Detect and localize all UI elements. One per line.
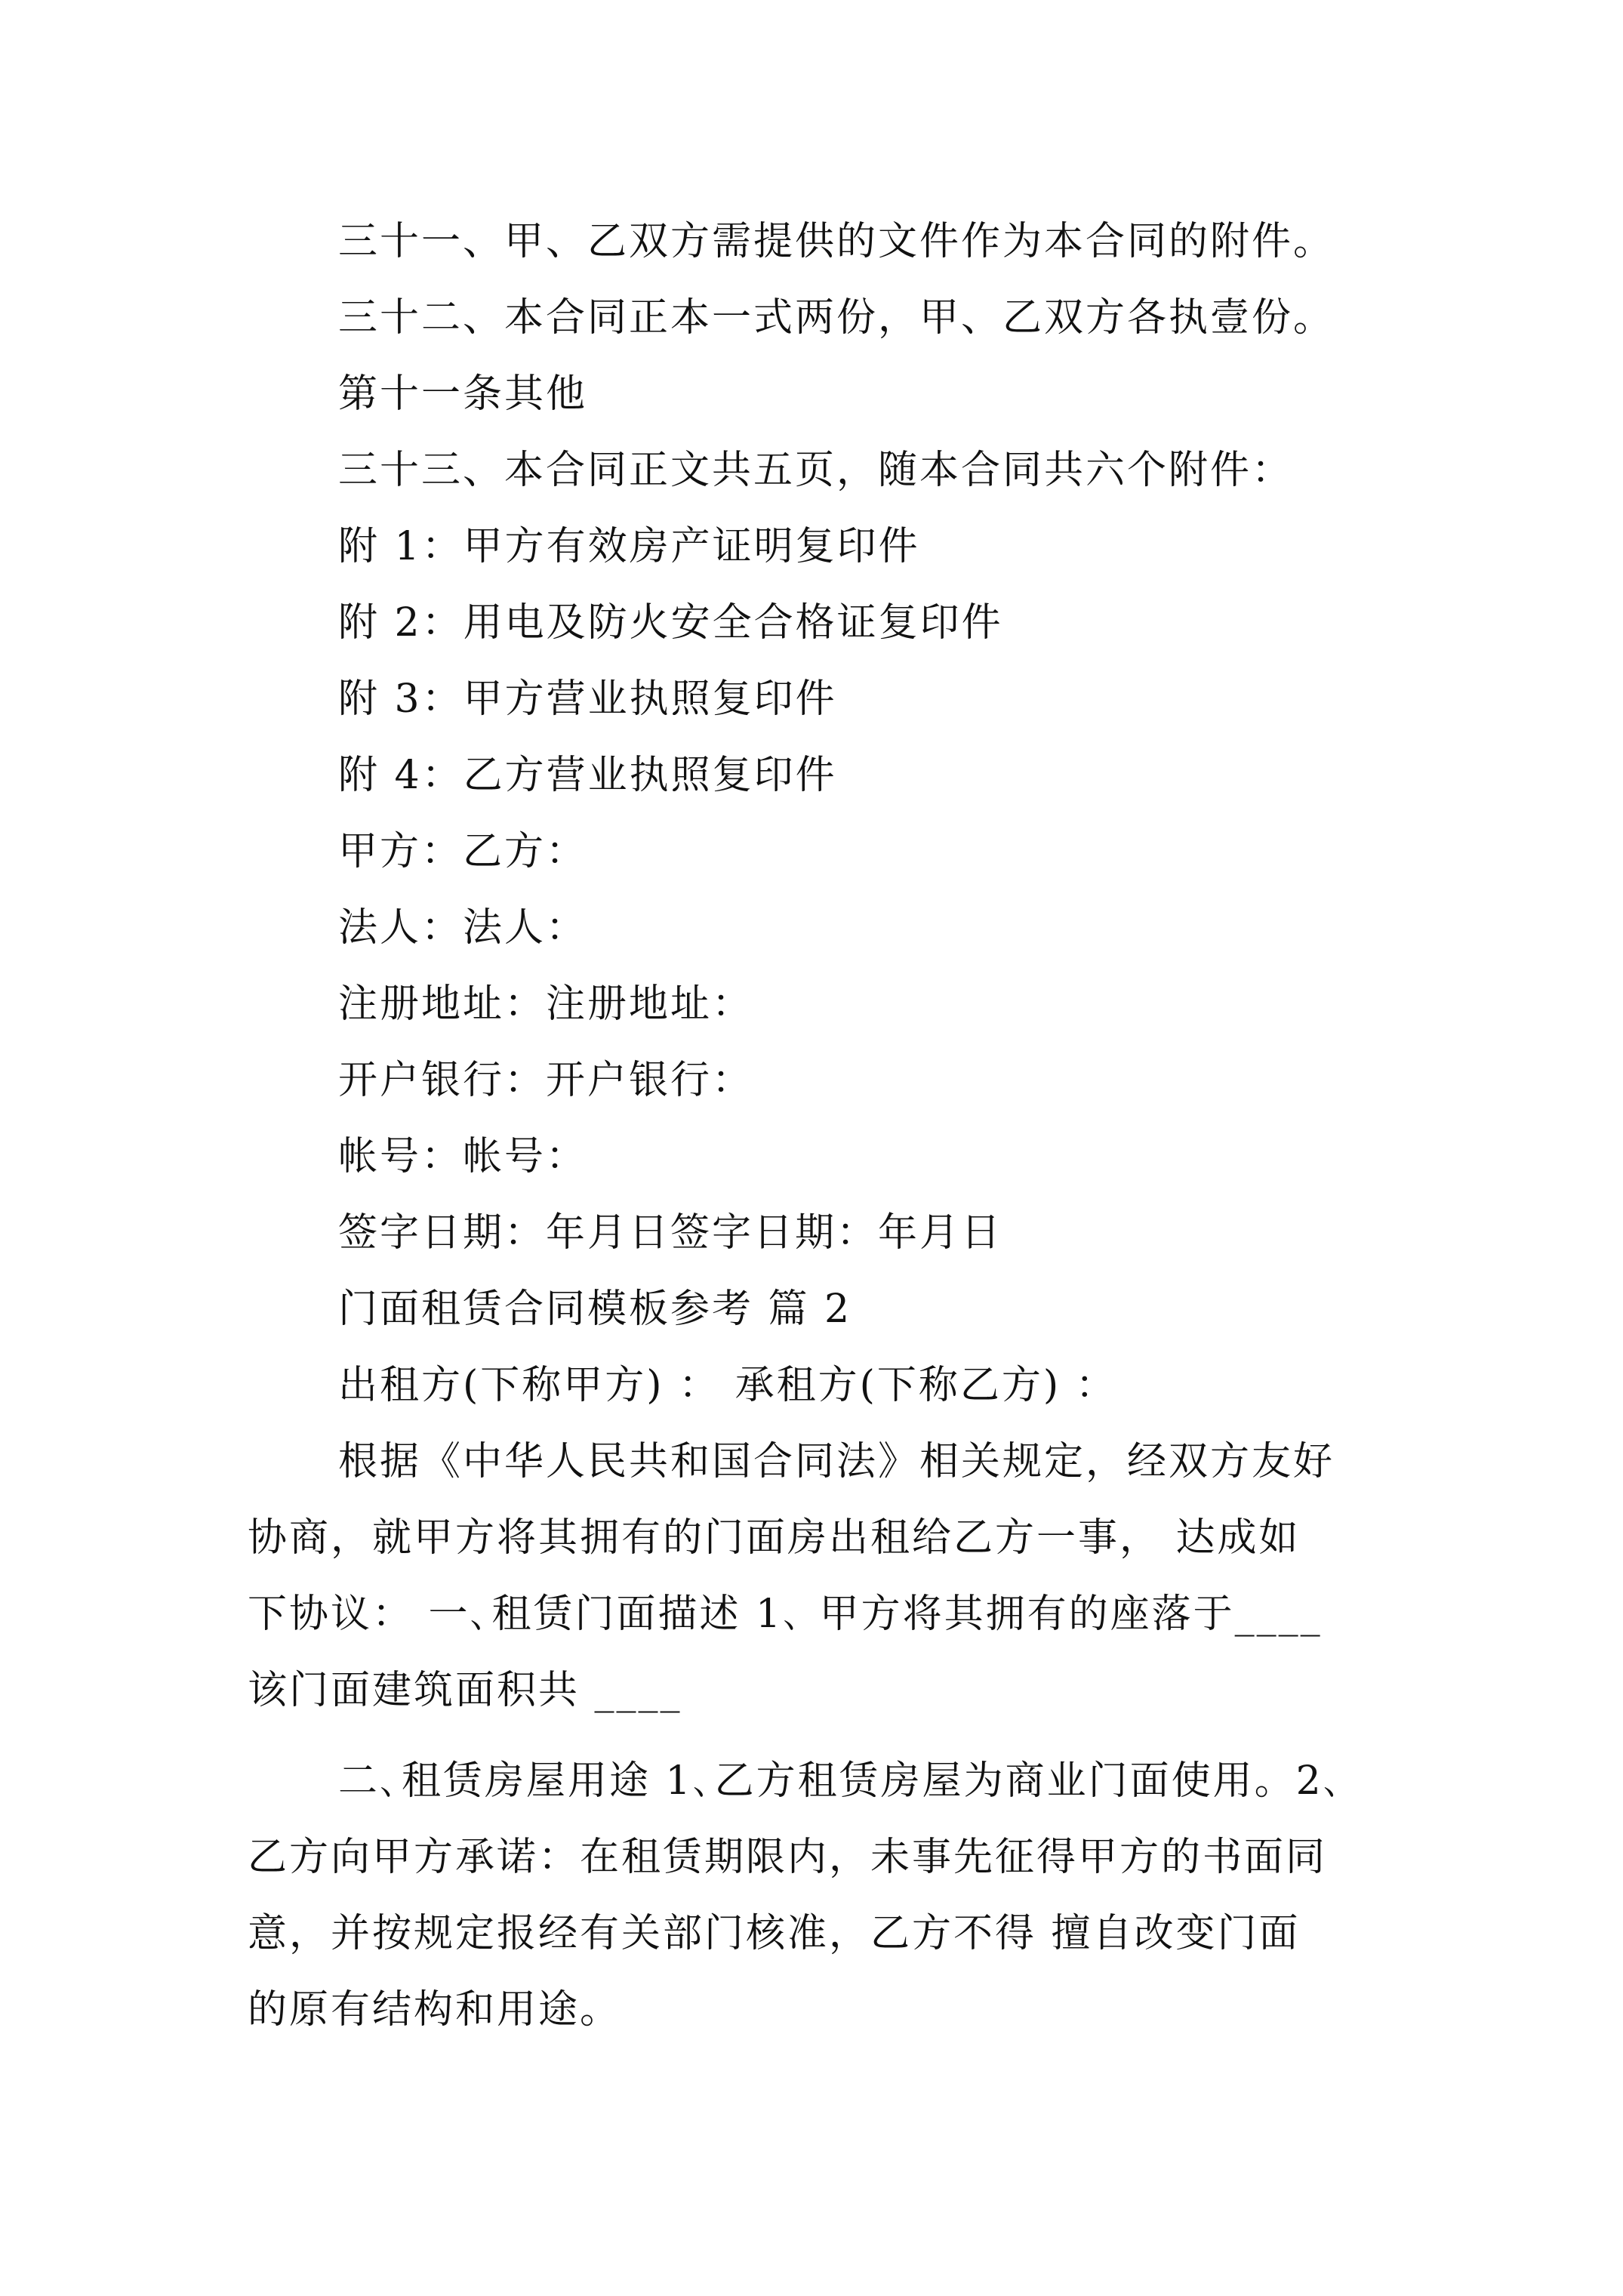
paragraph-line: 根据《中华人民共和国合同法》相关规定，经双方友好 — [338, 1439, 1335, 1484]
attachment-item: 附 1：甲方有效房产证明复印件 — [338, 524, 920, 569]
text-line: 三十一、甲、乙双方需提供的文件作为本合同的附件。 — [338, 219, 1335, 264]
signature-field: 开户银行：开户银行： — [338, 1058, 754, 1103]
paragraph-line: 意，并按规定报经有关部门核准，乙方不得 擅自改变门面 — [248, 1911, 1301, 1956]
signature-field: 注册地址：注册地址： — [338, 982, 754, 1027]
attachment-item: 附 4：乙方营业执照复印件 — [338, 753, 837, 798]
paragraph-line: 该门面建筑面积共 ____ — [248, 1668, 682, 1713]
paragraph-line: 的原有结构和用途。 — [248, 1987, 622, 2032]
text-line: 三十二、本合同正本一式两份，甲、乙双方各执壹份。 — [338, 295, 1335, 341]
paragraph-line: 二､租赁房屋用途 1､乙方租赁房屋为商业门面使用。2､ — [338, 1758, 1345, 1804]
document-title: 门面租赁合同模板参考 篇 2 — [338, 1287, 852, 1332]
party-line: 出租方(下称甲方) ： 承租方(下称乙方) ： — [338, 1363, 1117, 1408]
paragraph-line: 乙方向甲方承诺：在租赁期限内，未事先征得甲方的书面同 — [248, 1835, 1328, 1880]
attachment-item: 附 3：甲方营业执照复印件 — [338, 676, 837, 722]
signature-field: 帐号：帐号： — [338, 1134, 588, 1179]
attachment-item: 附 2：用电及防火安全合格证复印件 — [338, 600, 1003, 646]
signature-field: 甲方：乙方： — [338, 829, 588, 874]
section-heading: 第十一条其他 — [338, 371, 588, 417]
text-line: 三十三、本合同正文共五页，随本合同共六个附件： — [338, 448, 1294, 493]
signature-field: 法人：法人： — [338, 905, 588, 951]
paragraph-line: 下协议： 一､租赁门面描述 1､ 甲方将其拥有的座落于____ — [248, 1592, 1323, 1637]
paragraph-line: 协商，就甲方将其拥有的门面房出租给乙方一事， 达成如 — [248, 1515, 1301, 1561]
signature-field: 签字日期：年月日签字日期：年月日 — [338, 1210, 1003, 1256]
